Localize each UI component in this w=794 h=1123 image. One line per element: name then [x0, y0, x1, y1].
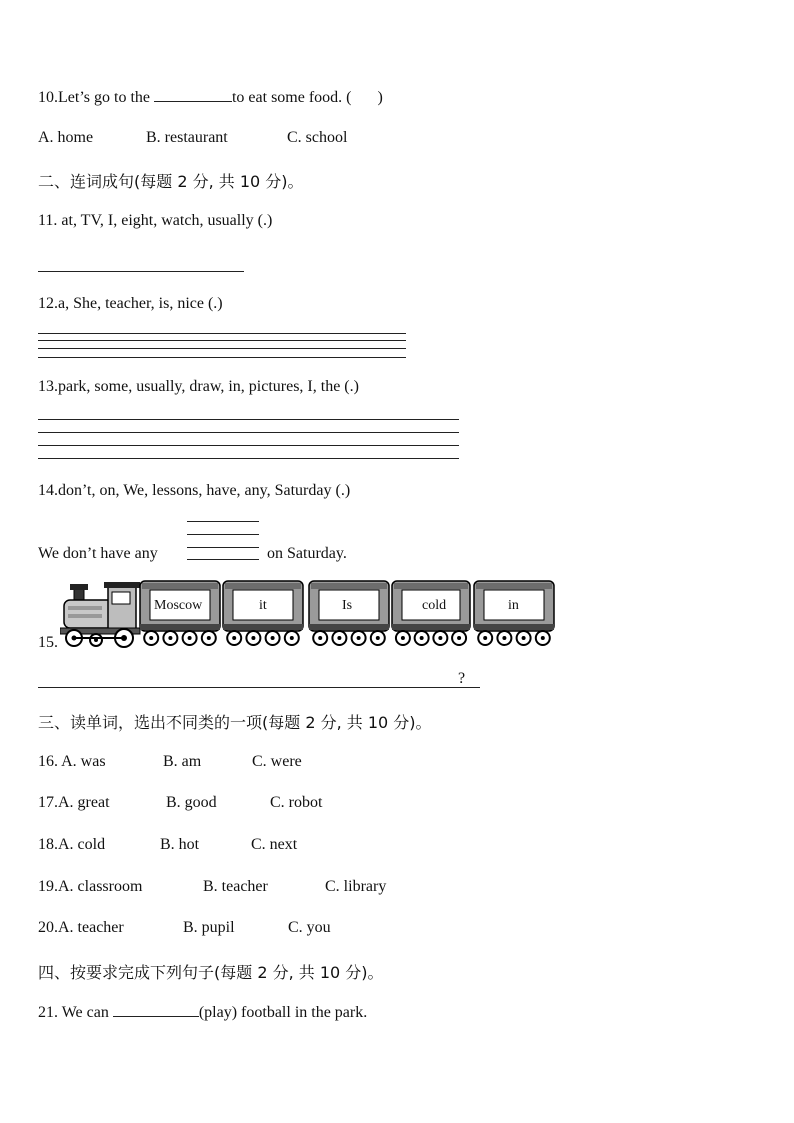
q13-answer-line-3[interactable]	[38, 445, 459, 446]
q14-prompt: 14.don’t, on, We, lessons, have, any, Saturday (.)	[38, 482, 351, 499]
q12-answer-line-4[interactable]	[38, 357, 406, 358]
train-car-5-word[interactable]: in	[508, 598, 519, 613]
q17-option-a[interactable]: 17.A. great	[38, 794, 110, 811]
q10-option-b[interactable]: B. restaurant	[146, 129, 228, 146]
train-car-2-word[interactable]: it	[259, 598, 267, 613]
locomotive-icon	[60, 582, 140, 647]
q10-stem: 10.Let’s go to the to eat some food. ( )	[38, 89, 383, 106]
q18-option-c[interactable]: C. next	[251, 836, 298, 853]
q13-answer-line-4[interactable]	[38, 458, 459, 459]
q12-prompt: 12.a, She, teacher, is, nice (.)	[38, 295, 223, 312]
q15-number: 15.	[38, 634, 58, 651]
q14-blank-line-2[interactable]	[187, 534, 259, 535]
q14-sentence-end: on Saturday.	[267, 545, 347, 562]
q20-option-c[interactable]: C. you	[288, 919, 331, 936]
q19-option-c[interactable]: C. library	[325, 878, 387, 895]
q17-option-c[interactable]: C. robot	[270, 794, 323, 811]
q13-answer-line-1[interactable]	[38, 419, 459, 420]
q12-answer-line-3[interactable]	[38, 348, 406, 349]
q12-answer-line-2[interactable]	[38, 340, 406, 341]
train-illustration	[60, 578, 558, 652]
q20-option-a[interactable]: 20.A. teacher	[38, 919, 124, 936]
q16-option-b[interactable]: B. am	[163, 753, 202, 770]
q18-option-b[interactable]: B. hot	[160, 836, 200, 853]
q18-option-a[interactable]: 18.A. cold	[38, 836, 106, 853]
q17-option-b[interactable]: B. good	[166, 794, 217, 811]
q14-sentence-start: We don’t have any	[38, 545, 158, 562]
q19-option-b[interactable]: B. teacher	[203, 878, 268, 895]
q16-option-a[interactable]: 16. A. was	[38, 753, 106, 770]
q20-option-b[interactable]: B. pupil	[183, 919, 235, 936]
q21-blank[interactable]	[113, 1002, 199, 1017]
train-car-4-word[interactable]: cold	[422, 598, 447, 613]
q15-answer-line[interactable]	[38, 687, 480, 688]
q10-option-c[interactable]: C. school	[287, 129, 348, 146]
q13-prompt: 13.park, some, usually, draw, in, pictures, I, the (.)	[38, 378, 359, 395]
section-2-title: 二、连词成句(每题 2 分, 共 10 分)。	[38, 172, 304, 191]
train-car-1-word[interactable]: Moscow	[154, 598, 203, 613]
section-4-title: 四、按要求完成下列句子(每题 2 分, 共 10 分)。	[38, 963, 384, 982]
q16-option-c[interactable]: C. were	[252, 753, 302, 770]
q11-prompt: 11. at, TV, I, eight, watch, usually (.)	[38, 212, 273, 229]
train-car-3-word[interactable]: Is	[342, 598, 353, 613]
section-3-title: 三、读单词，选出不同类的一项(每题 2 分, 共 10 分)。	[38, 713, 432, 732]
q14-blank-line-1[interactable]	[187, 521, 259, 522]
q14-blank-line-3[interactable]	[187, 547, 259, 548]
q10-blank[interactable]	[154, 87, 232, 102]
q14-blank-line-4[interactable]	[187, 559, 259, 560]
q12-answer-line-1[interactable]	[38, 333, 406, 334]
q11-answer-line[interactable]	[38, 271, 244, 272]
q10-option-a[interactable]: A. home	[38, 129, 94, 146]
q13-answer-line-2[interactable]	[38, 432, 459, 433]
q19-option-a[interactable]: 19.A. classroom	[38, 878, 143, 895]
q15-question-mark: ?	[458, 670, 466, 687]
q21-stem: 21. We can (play) football in the park.	[38, 1004, 368, 1021]
